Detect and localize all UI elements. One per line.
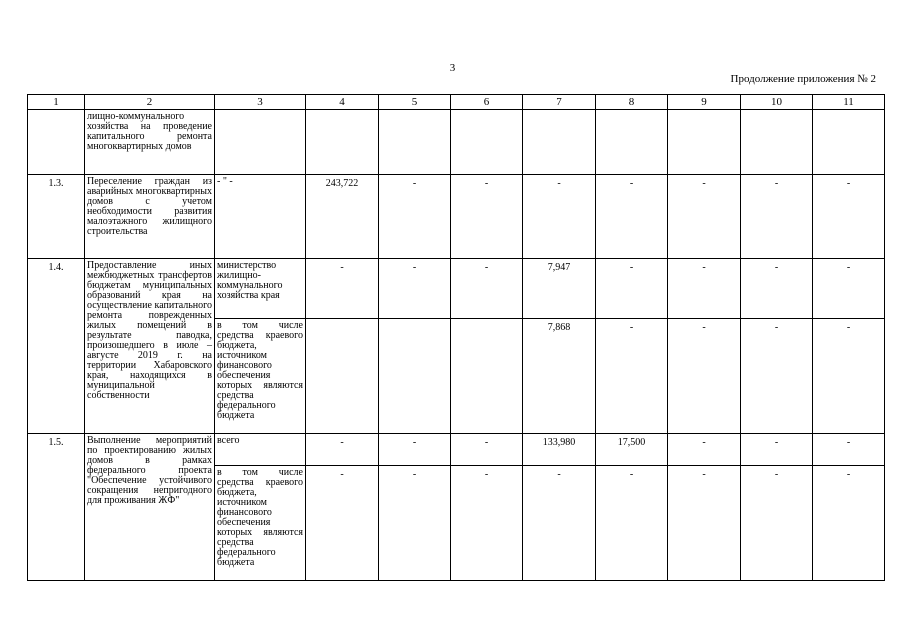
value-cell: - <box>451 259 523 319</box>
row-number: 1.5. <box>28 434 85 581</box>
header-cell: 11 <box>813 95 885 110</box>
value-cell <box>523 110 596 175</box>
value-cell: - <box>741 466 813 581</box>
value-cell: - <box>379 434 451 466</box>
value-cell: - <box>813 175 885 259</box>
table-row <box>28 259 885 319</box>
executor: в том числе средства краевого бюджета, источником финансового обеспечения которых являются средства федерального бюджета <box>215 466 306 581</box>
table-row <box>28 175 885 259</box>
value-cell: - <box>306 259 379 319</box>
value-cell: - <box>741 319 813 434</box>
value-cell: - <box>306 434 379 466</box>
value-cell: - <box>379 259 451 319</box>
header-cell: 9 <box>668 95 741 110</box>
measure-name: Предоставление иных межбюджетных трансфертов бюджетам муниципальных образований края на осуществление капитального ремонта поврежденных жилых помещений в результате паводка, произошедшего в июле – августе 2019 г. на территории Хабаровского края, находящихся в муниципальной собственности <box>85 259 215 434</box>
measure-name: Выполнение мероприятий по проектированию жилых домов в рамках федерального проекта "Обеспечение устойчивого сокращения непригодного для проживания ЖФ" <box>85 434 215 581</box>
value-cell: - <box>596 259 668 319</box>
header-cell: 2 <box>85 95 215 110</box>
value-cell <box>741 110 813 175</box>
header-cell: 8 <box>596 95 668 110</box>
executor: в том числе средства краевого бюджета, источником финансового обеспечения которых являются средства федерального бюджета <box>215 319 306 434</box>
executor: - " - <box>215 175 306 259</box>
measure-name: Переселение граждан из аварийных многоквартирных домов с учетом необходимости развития малоэтажного жилищного строительства <box>85 175 215 259</box>
value-cell: - <box>379 466 451 581</box>
header-cell: 3 <box>215 95 306 110</box>
value-cell: - <box>741 434 813 466</box>
value-cell <box>596 110 668 175</box>
value-cell: - <box>306 466 379 581</box>
row-number: 1.4. <box>28 259 85 434</box>
value-cell <box>306 110 379 175</box>
page-number: 3 <box>449 62 456 74</box>
table-row <box>28 434 885 466</box>
value-cell: - <box>451 466 523 581</box>
header-cell: 1 <box>28 95 85 110</box>
value-cell: - <box>668 466 741 581</box>
value-cell: 17,500 <box>596 434 668 466</box>
value-cell: - <box>596 175 668 259</box>
value-cell: - <box>523 466 596 581</box>
value-cell: - <box>451 434 523 466</box>
value-cell: - <box>523 175 596 259</box>
header-cell: 10 <box>741 95 813 110</box>
measure-name: лищно-коммунального хозяйства на проведение капитального ремонта многоквартирных домов <box>85 110 215 175</box>
value-cell: - <box>596 466 668 581</box>
value-cell: - <box>451 175 523 259</box>
value-cell <box>668 110 741 175</box>
header-cell: 7 <box>523 95 596 110</box>
value-cell <box>451 110 523 175</box>
value-cell <box>813 110 885 175</box>
value-cell <box>306 319 379 434</box>
value-cell: 133,980 <box>523 434 596 466</box>
value-cell: - <box>668 175 741 259</box>
header-cell: 4 <box>306 95 379 110</box>
value-cell: - <box>596 319 668 434</box>
table-row <box>28 110 885 175</box>
row-number: 1.3. <box>28 175 85 259</box>
value-cell: - <box>741 175 813 259</box>
executor: министерство жилищно-коммунального хозяйства края <box>215 259 306 319</box>
value-cell: - <box>741 259 813 319</box>
value-cell: - <box>379 175 451 259</box>
value-cell: - <box>668 434 741 466</box>
value-cell: 7,947 <box>523 259 596 319</box>
executor <box>215 110 306 175</box>
header-cell: 5 <box>379 95 451 110</box>
value-cell: - <box>668 319 741 434</box>
value-cell: - <box>813 259 885 319</box>
value-cell: - <box>668 259 741 319</box>
value-cell: 243,722 <box>306 175 379 259</box>
value-cell: - <box>813 466 885 581</box>
header-row <box>28 95 885 110</box>
executor: всего <box>215 434 306 466</box>
budget-table <box>27 94 885 581</box>
value-cell: - <box>813 319 885 434</box>
value-cell <box>379 319 451 434</box>
value-cell <box>451 319 523 434</box>
value-cell: 7,868 <box>523 319 596 434</box>
value-cell <box>379 110 451 175</box>
value-cell: - <box>813 434 885 466</box>
appendix-continuation: Продолжение приложения № 2 <box>730 73 876 85</box>
row-number <box>28 110 85 175</box>
header-cell: 6 <box>451 95 523 110</box>
